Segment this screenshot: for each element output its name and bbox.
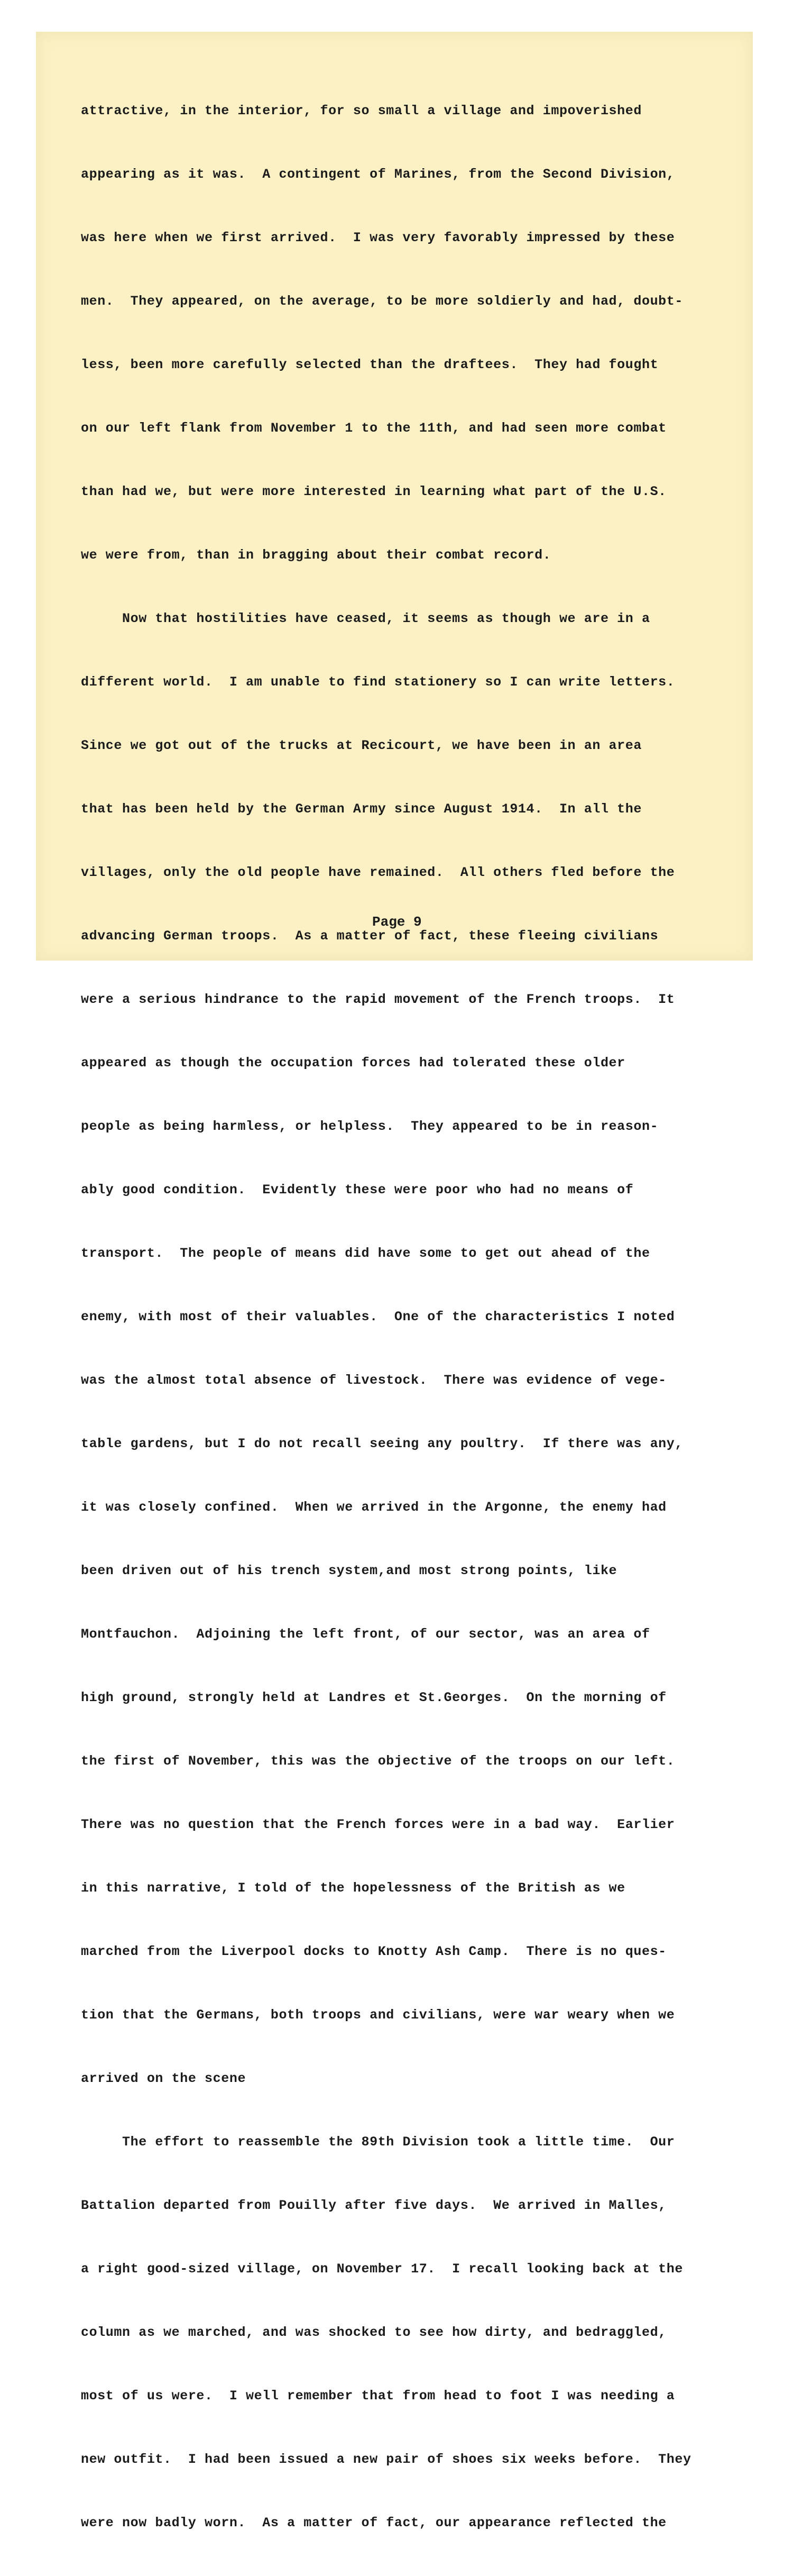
text-line: transport. The people of means did have some to get out ahead of the	[81, 1246, 650, 1261]
text-line: we were from, than in bragging about their combat record.	[81, 547, 551, 563]
text-line: most of us were. I well remember that from head to foot I was needing a	[81, 2388, 675, 2404]
text-line: less, been more carefully selected than the draftees. They had fought	[81, 357, 659, 372]
text-line: table gardens, but I do not recall seeing any poultry. If there was any,	[81, 1436, 683, 1451]
typed-text-body	[81, 58, 742, 2576]
text-line: Battalion departed from Pouilly after five days. We arrived in Malles,	[81, 2198, 667, 2213]
text-line: Since we got out of the trucks at Recicourt, we have been in an area	[81, 738, 642, 753]
text-line: Now that hostilities have ceased, it seems as though we are in a	[81, 611, 650, 626]
text-line: new outfit. I had been issued a new pair of shoes six weeks before. They	[81, 2452, 691, 2467]
text-line: men. They appeared, on the average, to be more soldierly and had, doubt-	[81, 294, 683, 309]
text-line: in this narrative, I told of the hopelessness of the British as we	[81, 1880, 625, 1896]
text-line: was here when we first arrived. I was very favorably impressed by these	[81, 230, 675, 245]
text-line: attractive, in the interior, for so small a village and impoverished	[81, 103, 642, 118]
text-line: There was no question that the French forces were in a bad way. Earlier	[81, 1817, 675, 1832]
text-line: been driven out of his trench system,and most strong points, like	[81, 1563, 617, 1578]
page-number: Page 9	[372, 914, 422, 930]
typed-page	[36, 32, 753, 2531]
text-line: people as being harmless, or helpless. They appeared to be in reason-	[81, 1119, 659, 1134]
text-line: were now badly worn. As a matter of fact, our appearance reflected the	[81, 2515, 667, 2531]
text-line: different world. I am unable to find stationery so I can write letters.	[81, 674, 675, 690]
text-line: column as we marched, and was shocked to see how dirty, and bedraggled,	[81, 2325, 667, 2340]
text-line: villages, only the old people have remained. All others fled before the	[81, 865, 675, 880]
text-line: tion that the Germans, both troops and civilians, were war weary when we	[81, 2007, 675, 2023]
text-line: was the almost total absence of livestock. There was evidence of vege-	[81, 1373, 667, 1388]
text-line: appearing as it was. A contingent of Marines, from the Second Division,	[81, 167, 675, 182]
text-line: arrived on the scene	[81, 2071, 246, 2086]
text-line: it was closely confined. When we arrived in the Argonne, the enemy had	[81, 1500, 667, 1515]
text-line: on our left flank from November 1 to the 11th, and had seen more combat	[81, 421, 667, 436]
text-line: Montfauchon. Adjoining the left front, of our sector, was an area of	[81, 1627, 650, 1642]
text-line: ably good condition. Evidently these were poor who had no means of	[81, 1182, 634, 1198]
text-line: than had we, but were more interested in learning what part of the U.S.	[81, 484, 667, 499]
text-line: that has been held by the German Army since August 1914. In all the	[81, 801, 642, 817]
text-line: marched from the Liverpool docks to Knotty Ash Camp. There is no ques-	[81, 1944, 667, 1959]
text-line: The effort to reassemble the 89th Division took a little time. Our	[81, 2134, 675, 2150]
text-line: the first of November, this was the objective of the troops on our left.	[81, 1753, 675, 1769]
text-line: were a serious hindrance to the rapid movement of the French troops. It	[81, 992, 675, 1007]
text-line: a right good-sized village, on November 17. I recall looking back at the	[81, 2261, 683, 2277]
text-line: enemy, with most of their valuables. One of the characteristics I noted	[81, 1309, 675, 1324]
text-line: advancing German troops. As a matter of fact, these fleeing civilians	[81, 928, 659, 944]
text-line: appeared as though the occupation forces had tolerated these older	[81, 1055, 625, 1071]
text-line: high ground, strongly held at Landres et St.Georges. On the morning of	[81, 1690, 667, 1705]
